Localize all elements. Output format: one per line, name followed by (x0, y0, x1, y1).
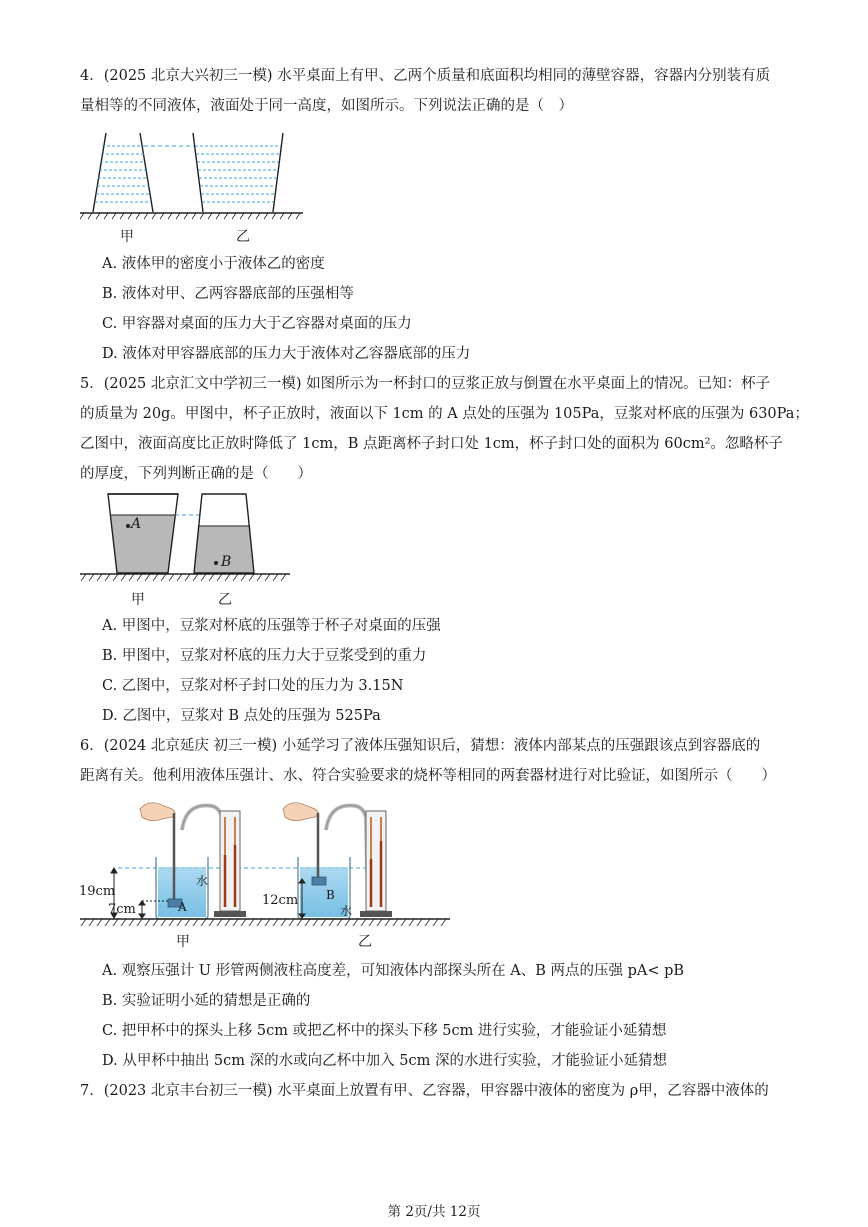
q6-stem-line2: 距离有关。他利用液体压强计、水、符合实验要求的烧杯等相同的两套器材进行对比验证，如图所示（ ） (80, 768, 776, 784)
q6-dim-12cm: 12cm (262, 893, 299, 908)
q4-stem-line2: 量相等的不同液体，液面处于同一高度，如图所示。下列说法正确的是（ ） (80, 98, 573, 114)
q5-stem-line1: 5．(2025 北京汇文中学初三一模) 如图所示为一杯封口的豆浆正放与倒置在水平桌面上的情况。已知：杯子 (80, 376, 771, 392)
q5-stem-line2: 的质量为 20g。甲图中，杯子正放时，液面以下 1cm 的 A 点处的压强为 105Pa，豆浆对杯底的压强为 630Pa； (80, 406, 809, 422)
q5-option-b: B. 甲图中，豆浆对杯底的压力大于豆浆受到的重力 (102, 648, 427, 664)
q5-option-a: A. 甲图中，豆浆对杯底的压强等于杯子对桌面的压强 (102, 618, 441, 634)
q5-figure (78, 490, 298, 585)
q6-water-left: 水 (196, 874, 209, 888)
q5-label-jia: 甲 (131, 592, 145, 608)
q5-label-yi: 乙 (218, 592, 232, 608)
container-yi (193, 133, 283, 212)
q4-stem-line1: 4．(2025 北京大兴初三一模) 水平桌面上有甲、乙两个质量和底面积均相同的薄壁容器，容器内分别装有质 (80, 68, 771, 84)
q4-option-a: A. 液体甲的密度小于液体乙的密度 (102, 256, 325, 272)
q6-table (80, 919, 450, 926)
q6-option-c: C. 把甲杯中的探头上移 5cm 或把乙杯中的探头下移 5cm 进行实验，才能验证小延猜想 (102, 1023, 667, 1039)
q4-option-c: C. 甲容器对桌面的压力大于乙容器对桌面的压力 (102, 316, 412, 332)
q6-option-a: A. 观察压强计 U 形管两侧液柱高度差，可知液体内部探头所在 A、B 两点的压强 pA< pB (102, 963, 685, 979)
q7-stem-line1: 7．(2023 北京丰台初三一模) 水平桌面上放置有甲、乙容器，甲容器中液体的密度为 ρ甲，乙容器中液体的 (80, 1083, 769, 1099)
q4-option-b: B. 液体对甲、乙两容器底部的压强相等 (102, 286, 354, 302)
page-footer: 第 2页/共 12页 (387, 1204, 481, 1220)
q4-label-yi: 乙 (236, 229, 250, 245)
q6-option-b: B. 实验证明小延的猜想是正确的 (102, 993, 311, 1009)
q5-stem-line3: 乙图中，液面高度比正放时降低了 1cm，B 点距离杯子封口处 1cm，杯子封口处的面积为 60cm²。忽略杯子 (80, 436, 783, 452)
q6-probe-b: B (326, 888, 335, 902)
container-jia (93, 133, 153, 212)
q5-stem-line4: 的厚度，下列判断正确的是（ ） (80, 466, 312, 482)
q5-point-b: B (221, 554, 232, 570)
q6-water-right: 水 (340, 904, 353, 918)
q6-dim-19cm: 19cm (79, 884, 116, 899)
q6-stem-line1: 6．(2024 北京延庆 初三一模) 小延学习了液体压强知识后，猜想：液体内部某点的压强跟该点到容器底的 (80, 738, 761, 754)
q4-option-d: D. 液体对甲容器底部的压力大于液体对乙容器底部的压力 (102, 346, 471, 362)
cup-jia (108, 494, 178, 573)
q6-label-jia: 甲 (176, 934, 190, 950)
q6-option-d: D. 从甲杯中抽出 5cm 深的水或向乙杯中加入 5cm 深的水进行实验，才能验证小延猜想 (102, 1053, 667, 1069)
q6-probe-a: A (178, 900, 187, 914)
table-surface (80, 213, 303, 219)
q6-label-yi: 乙 (358, 934, 372, 950)
q4-label-jia: 甲 (120, 229, 134, 245)
q6-dim-7cm: 7cm (108, 902, 136, 917)
q4-figure (78, 128, 308, 223)
setup-yi (283, 803, 392, 919)
setup-jia (140, 803, 246, 919)
q5-point-a: A (131, 516, 142, 532)
q5-option-d: D. 乙图中，豆浆对 B 点处的压强为 525Pa (102, 708, 381, 724)
q5-table (80, 574, 290, 581)
q5-option-c: C. 乙图中，豆浆对杯子封口处的压力为 3.15N (102, 678, 404, 694)
